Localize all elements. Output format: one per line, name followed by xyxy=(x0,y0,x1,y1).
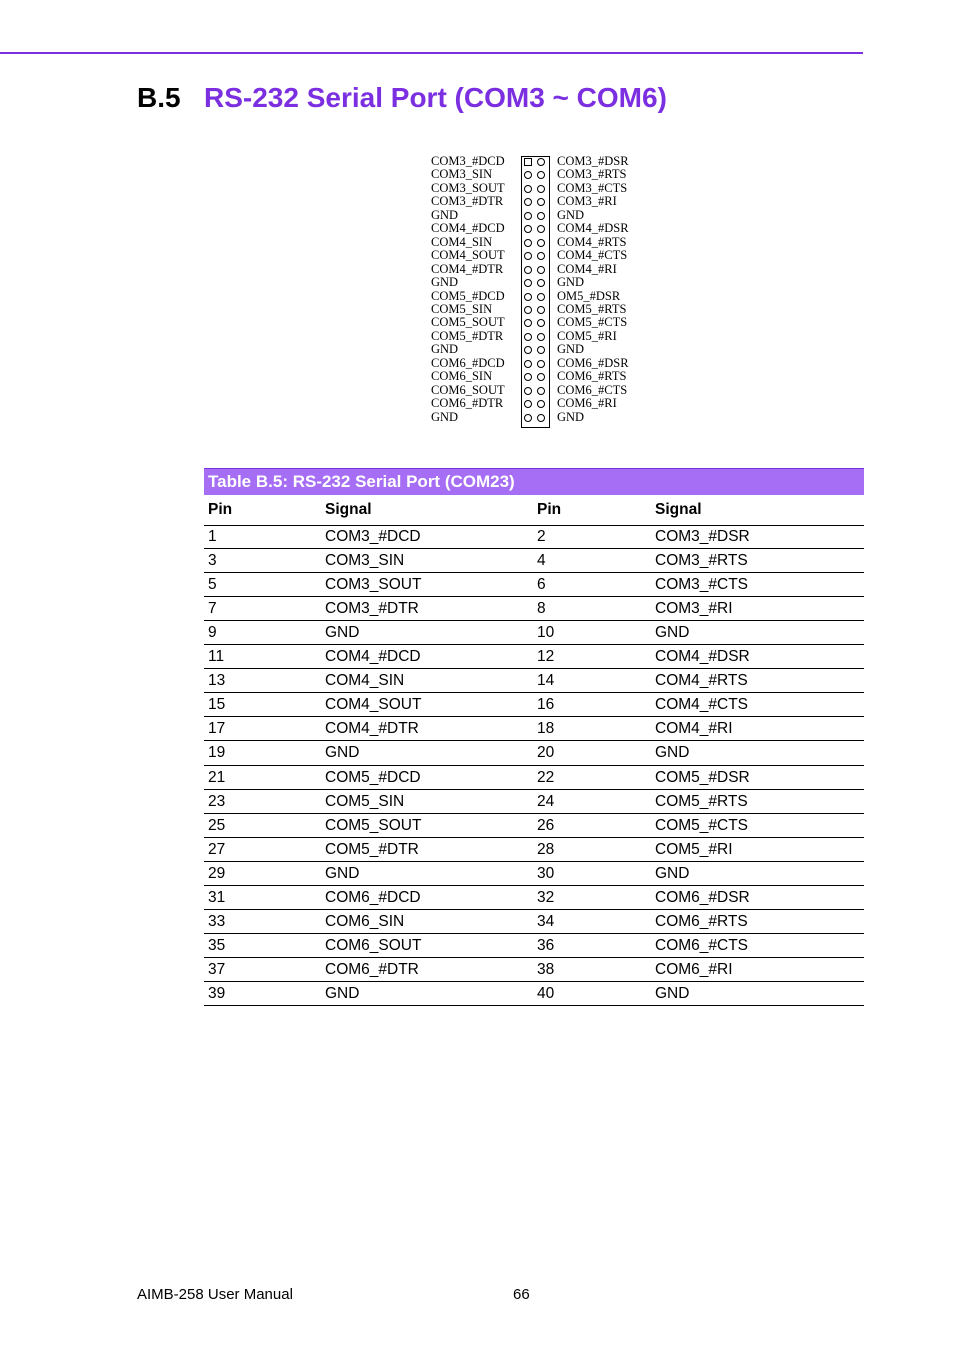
top-rule xyxy=(0,52,863,54)
footer-page-number: 66 xyxy=(513,1286,530,1303)
cell-pin: 6 xyxy=(537,576,546,594)
pin-marker xyxy=(524,306,532,314)
pin-label-right: COM4_#RI xyxy=(557,261,617,276)
cell-pin: 5 xyxy=(208,576,217,594)
pin-marker xyxy=(524,198,532,206)
table-caption: Table B.5: RS-232 Serial Port (COM23) xyxy=(204,468,864,495)
pin-marker xyxy=(537,225,545,233)
cell-signal: COM5_SIN xyxy=(325,792,405,810)
pin-label-right: GND xyxy=(557,409,585,424)
pin-label-right: COM5_#CTS xyxy=(557,315,628,330)
pin-label-left: COM4_SIN xyxy=(431,234,493,249)
pinout-row xyxy=(430,397,640,411)
pin-marker xyxy=(537,414,545,422)
pin-label-left: GND xyxy=(431,342,459,357)
cell-signal: COM6_SOUT xyxy=(325,936,422,954)
pin-label-left: COM5_#DTR xyxy=(431,328,504,343)
cell-signal: COM5_#DCD xyxy=(325,768,421,786)
header-signal: Signal xyxy=(325,501,372,518)
cell-pin: 26 xyxy=(537,816,555,834)
pin-label-left: COM3_#DCD xyxy=(431,154,505,168)
cell-pin: 9 xyxy=(208,624,217,642)
pin-marker xyxy=(524,333,532,341)
table-row xyxy=(204,934,864,958)
pin-marker xyxy=(524,212,532,220)
cell-signal: COM6_#RTS xyxy=(655,912,748,930)
table-row xyxy=(204,982,864,1006)
cell-pin: 18 xyxy=(537,720,555,738)
pin-marker xyxy=(537,212,545,220)
pin-label-left: COM4_#DCD xyxy=(431,221,505,236)
section-number: B.5 xyxy=(137,82,181,113)
pin-label-left: COM6_#DCD xyxy=(431,355,505,370)
pin-label-left: COM6_#DTR xyxy=(431,396,504,411)
pin-label-left: GND xyxy=(431,409,459,424)
cell-signal: COM5_#RI xyxy=(655,840,733,858)
cell-pin: 11 xyxy=(208,648,225,666)
cell-pin: 35 xyxy=(208,936,226,954)
pinout-row xyxy=(430,411,640,425)
pin-marker xyxy=(537,387,545,395)
cell-pin: 16 xyxy=(537,696,555,714)
cell-pin: 29 xyxy=(208,864,226,882)
cell-pin: 25 xyxy=(208,816,226,834)
pin-marker xyxy=(524,293,532,301)
cell-signal: GND xyxy=(655,624,690,642)
pinout-row xyxy=(430,168,640,182)
table-row xyxy=(204,621,864,645)
cell-pin: 13 xyxy=(208,672,226,690)
pin-label-right: GND xyxy=(557,342,585,357)
cell-pin: 3 xyxy=(208,552,217,570)
section-title: RS-232 Serial Port (COM3 ~ COM6) xyxy=(204,82,667,113)
cell-pin: 4 xyxy=(537,552,546,570)
cell-signal: COM4_#DCD xyxy=(325,648,421,666)
table-row xyxy=(204,958,864,982)
pin-marker xyxy=(524,373,532,381)
table-row xyxy=(204,814,864,838)
cell-signal: COM3_#RI xyxy=(655,600,733,618)
cell-pin: 32 xyxy=(537,888,555,906)
pin-label-right: COM4_#RTS xyxy=(557,234,627,249)
cell-signal: COM5_#RTS xyxy=(655,792,748,810)
cell-pin: 28 xyxy=(537,840,555,858)
cell-signal: COM6_#DSR xyxy=(655,888,750,906)
pin-label-right: COM3_#DSR xyxy=(557,154,629,168)
cell-signal: COM3_#DSR xyxy=(655,528,750,545)
pin-marker xyxy=(537,319,545,327)
pin-marker xyxy=(537,346,545,354)
cell-pin: 7 xyxy=(208,600,217,618)
cell-pin: 23 xyxy=(208,792,226,810)
pin-label-left: COM3_SIN xyxy=(431,167,493,182)
table-row xyxy=(204,645,864,669)
cell-signal: COM5_#DSR xyxy=(655,768,750,786)
table-row xyxy=(204,741,864,765)
cell-pin: 39 xyxy=(208,984,226,1002)
header-pin: Pin xyxy=(208,501,233,518)
pin-label-left: COM6_SOUT xyxy=(431,382,505,397)
cell-signal: COM4_#CTS xyxy=(655,696,749,714)
cell-signal: COM4_#DTR xyxy=(325,720,419,738)
footer-manual-title: AIMB-258 User Manual xyxy=(137,1286,293,1303)
pin-label-left: COM5_SOUT xyxy=(431,315,505,330)
table-row xyxy=(204,790,864,814)
cell-signal: GND xyxy=(325,744,360,762)
table-row xyxy=(204,693,864,717)
cell-pin: 12 xyxy=(537,648,555,666)
cell-signal: COM5_SOUT xyxy=(325,816,422,834)
pin-marker xyxy=(524,346,532,354)
header-pin: Pin xyxy=(537,501,562,518)
pin-marker xyxy=(537,293,545,301)
pin-marker xyxy=(537,171,545,179)
cell-pin: 34 xyxy=(537,912,555,930)
pin-label-right: COM6_#CTS xyxy=(557,382,628,397)
cell-pin: 30 xyxy=(537,864,555,882)
cell-pin: 27 xyxy=(208,840,226,858)
pin-marker xyxy=(524,400,532,408)
pin-label-right: COM6_#RI xyxy=(557,396,617,411)
pin-marker xyxy=(524,252,532,260)
table-row xyxy=(204,573,864,597)
table-row xyxy=(204,669,864,693)
cell-signal: COM4_SIN xyxy=(325,672,405,690)
cell-pin: 1 xyxy=(208,528,217,545)
pinout-row xyxy=(430,222,640,236)
pinout-row xyxy=(430,276,640,290)
pinout-row xyxy=(430,249,640,263)
pin-marker xyxy=(537,239,545,247)
pinout-row xyxy=(430,370,640,384)
pinout-row xyxy=(430,290,640,304)
cell-signal: COM5_#CTS xyxy=(655,816,749,834)
cell-signal: COM3_#DTR xyxy=(325,600,419,618)
table-row xyxy=(204,862,864,886)
pin-label-right: COM6_#RTS xyxy=(557,369,627,384)
pin-label-right: GND xyxy=(557,207,585,222)
cell-signal: GND xyxy=(655,864,690,882)
cell-signal: COM4_#RTS xyxy=(655,672,748,690)
cell-pin: 33 xyxy=(208,912,226,930)
pin-marker xyxy=(537,252,545,260)
pin-marker xyxy=(537,400,545,408)
cell-pin: 31 xyxy=(208,888,226,906)
pin-label-right: COM3_#RTS xyxy=(557,167,627,182)
cell-signal: COM5_#DTR xyxy=(325,840,419,858)
pin-marker xyxy=(524,360,532,368)
cell-signal: COM3_SIN xyxy=(325,552,405,570)
pin-label-left: COM5_SIN xyxy=(431,301,493,316)
cell-pin: 40 xyxy=(537,984,555,1002)
pin-marker xyxy=(537,360,545,368)
table-row xyxy=(204,886,864,910)
table-row xyxy=(204,766,864,790)
cell-signal: COM4_#DSR xyxy=(655,648,750,666)
pin-label-left: GND xyxy=(431,207,459,222)
cell-signal: GND xyxy=(325,984,360,1002)
pinout-row xyxy=(430,330,640,344)
pin-marker xyxy=(524,414,532,422)
cell-signal: COM6_#RI xyxy=(655,960,733,978)
pin-label-left: COM3_SOUT xyxy=(431,180,505,195)
table-header-row xyxy=(204,496,864,526)
cell-signal: COM3_#RTS xyxy=(655,552,748,570)
pin-marker xyxy=(537,185,545,193)
pinout-row xyxy=(430,343,640,357)
table-row xyxy=(204,838,864,862)
pin-label-left: COM4_#DTR xyxy=(431,261,504,276)
pin-marker xyxy=(524,185,532,193)
cell-pin: 24 xyxy=(537,792,555,810)
pin-marker xyxy=(524,266,532,274)
cell-pin: 14 xyxy=(537,672,555,690)
pin-label-right: COM5_#RI xyxy=(557,328,617,343)
pin-marker xyxy=(537,306,545,314)
table-row xyxy=(204,525,864,549)
pinout-row xyxy=(430,263,640,277)
cell-pin: 2 xyxy=(537,528,546,545)
cell-pin: 17 xyxy=(208,720,226,738)
pin-label-right: COM4_#DSR xyxy=(557,221,629,236)
pin-marker xyxy=(537,333,545,341)
table-row xyxy=(204,597,864,621)
cell-signal: COM6_#DTR xyxy=(325,960,419,978)
pin-marker xyxy=(524,387,532,395)
pin-marker xyxy=(537,279,545,287)
table-row xyxy=(204,910,864,934)
cell-pin: 36 xyxy=(537,936,555,954)
pin-label-right: COM4_#CTS xyxy=(557,248,628,263)
cell-signal: GND xyxy=(655,984,690,1002)
pin-label-left: COM4_SOUT xyxy=(431,248,505,263)
cell-pin: 15 xyxy=(208,696,226,714)
pin-marker xyxy=(537,266,545,274)
header-signal: Signal xyxy=(655,501,702,518)
cell-signal: COM4_#RI xyxy=(655,720,733,738)
connector-pinout-diagram xyxy=(430,154,640,430)
cell-pin: 22 xyxy=(537,768,555,786)
pin-marker xyxy=(537,373,545,381)
cell-signal: COM3_SOUT xyxy=(325,576,422,594)
pin-marker xyxy=(524,279,532,287)
pin-label-right: COM3_#RI xyxy=(557,194,617,209)
pin-label-right: COM6_#DSR xyxy=(557,355,629,370)
cell-signal: GND xyxy=(655,744,690,762)
cell-signal: COM6_#CTS xyxy=(655,936,749,954)
pin-label-right: COM5_#RTS xyxy=(557,301,627,316)
cell-pin: 21 xyxy=(208,768,226,786)
cell-signal: GND xyxy=(325,864,360,882)
cell-pin: 19 xyxy=(208,744,226,762)
table-row xyxy=(204,549,864,573)
cell-signal: COM6_#DCD xyxy=(325,888,421,906)
pin-label-right: GND xyxy=(557,275,585,290)
cell-signal: GND xyxy=(325,624,360,642)
cell-pin: 20 xyxy=(537,744,555,762)
pin-label-right: COM3_#CTS xyxy=(557,180,628,195)
pin-marker xyxy=(524,319,532,327)
pin-label-right: OM5_#DSR xyxy=(557,288,621,303)
cell-pin: 8 xyxy=(537,600,546,618)
cell-pin: 37 xyxy=(208,960,226,978)
pin-marker xyxy=(524,225,532,233)
pin-marker xyxy=(524,239,532,247)
cell-pin: 38 xyxy=(537,960,555,978)
pinout-row xyxy=(430,316,640,330)
pin-marker xyxy=(524,171,532,179)
cell-signal: COM6_SIN xyxy=(325,912,405,930)
pin1-square-marker xyxy=(524,158,532,166)
cell-pin: 10 xyxy=(537,624,555,642)
cell-signal: COM4_SOUT xyxy=(325,696,422,714)
cell-signal: COM3_#CTS xyxy=(655,576,749,594)
pin-marker xyxy=(537,198,545,206)
pin-marker xyxy=(537,158,545,166)
cell-signal: COM3_#DCD xyxy=(325,528,421,545)
pin-label-left: GND xyxy=(431,275,459,290)
pin-label-left: COM3_#DTR xyxy=(431,194,504,209)
pinout-row xyxy=(430,195,640,209)
table-row xyxy=(204,717,864,741)
pin-label-left: COM5_#DCD xyxy=(431,288,505,303)
pin-label-left: COM6_SIN xyxy=(431,369,493,384)
